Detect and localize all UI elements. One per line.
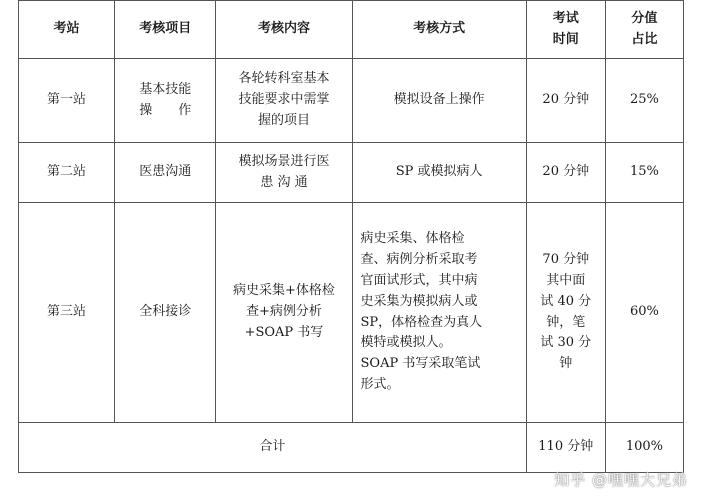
score-cell: 15% bbox=[605, 143, 683, 203]
table-header-row bbox=[19, 1, 684, 59]
exam-table-container bbox=[18, 0, 684, 473]
table-row bbox=[19, 59, 684, 143]
header-content: 考核内容 bbox=[216, 1, 352, 59]
total-label: 合计 bbox=[19, 423, 527, 473]
table-row bbox=[19, 143, 684, 203]
header-time: 考试 时间 bbox=[526, 1, 605, 59]
station-cell: 第一站 bbox=[19, 59, 115, 143]
total-score: 100% bbox=[605, 423, 683, 473]
method-cell: SP 或模拟病人 bbox=[352, 143, 526, 203]
header-method: 考核方式 bbox=[352, 1, 526, 59]
item-cell: 全科接诊 bbox=[115, 203, 216, 423]
total-time: 110 分钟 bbox=[526, 423, 605, 473]
time-cell: 70 分钟 其中面 试 40 分 钟，笔 试 30 分 钟 bbox=[526, 203, 605, 423]
item-cell: 基本技能 操 作 bbox=[115, 59, 216, 143]
header-station: 考站 bbox=[19, 1, 115, 59]
score-cell: 60% bbox=[605, 203, 683, 423]
time-cell: 20 分钟 bbox=[526, 59, 605, 143]
method-cell: 模拟设备上操作 bbox=[352, 59, 526, 143]
content-cell: 病史采集+体格检 查+病例分析 +SOAP 书写 bbox=[216, 203, 352, 423]
exam-table bbox=[18, 0, 684, 473]
score-cell: 25% bbox=[605, 59, 683, 143]
station-cell: 第二站 bbox=[19, 143, 115, 203]
header-score: 分值 占比 bbox=[605, 1, 683, 59]
content-cell: 各轮转科室基本 技能要求中需掌 握的项目 bbox=[216, 59, 352, 143]
method-cell: 病史采集、体格检 查、病例分析采取考 官面试形式，其中病 史采集为模拟病人或 SP，体格检查为真人 模特或模拟人。 SOAP 书写采取笔试 形式。 bbox=[352, 203, 526, 423]
table-total-row bbox=[19, 423, 684, 473]
watermark: 知乎 @嘿嘿大兄弟 bbox=[554, 471, 688, 489]
table-row bbox=[19, 203, 684, 423]
header-item: 考核项目 bbox=[115, 1, 216, 59]
content-cell: 模拟场景进行医 患 沟 通 bbox=[216, 143, 352, 203]
time-cell: 20 分钟 bbox=[526, 143, 605, 203]
station-cell: 第三站 bbox=[19, 203, 115, 423]
item-cell: 医患沟通 bbox=[115, 143, 216, 203]
